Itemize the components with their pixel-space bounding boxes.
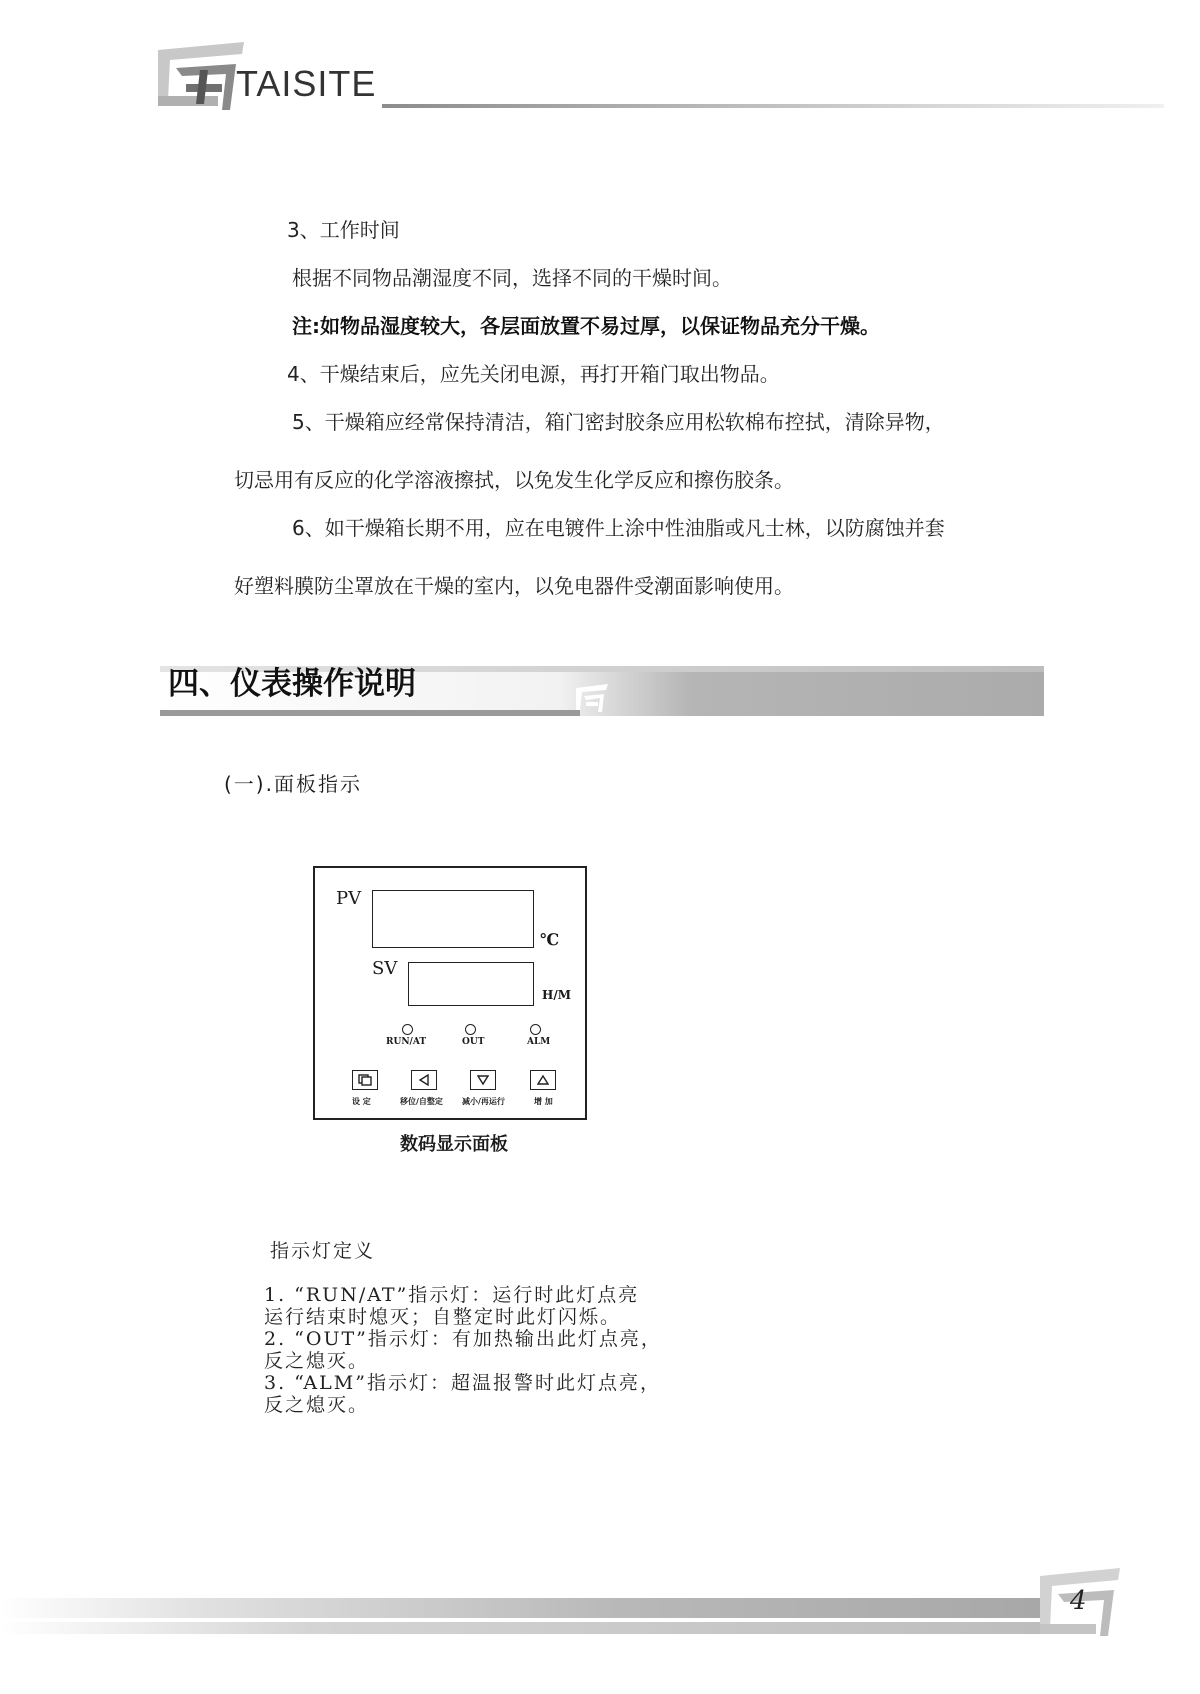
panel-caption: 数码显示面板 [400, 1134, 508, 1155]
page-number: 4 [1070, 1586, 1087, 1616]
definitions-heading: 指示灯定义 [270, 1240, 376, 1262]
down-key [470, 1070, 496, 1090]
pv-label: PV [336, 888, 362, 909]
section-underline [160, 710, 580, 716]
shift-key [411, 1070, 437, 1090]
out-led [465, 1024, 476, 1035]
footer-bar-lower [0, 1622, 1040, 1634]
item-5-text: 5、干燥箱应经常保持清洁，箱门密封胶条应用松软棉布控拭，清除异物， [292, 410, 945, 434]
set-key-icon [358, 1074, 372, 1086]
out-led-label: OUT [462, 1037, 485, 1047]
definition-line: 3. “ALM”指示灯：超温报警时此灯点亮， [264, 1372, 661, 1394]
up-key [530, 1070, 556, 1090]
definition-line: 运行结束时熄灭；自整定时此灯闪烁。 [264, 1306, 622, 1328]
section-logo-icon [574, 682, 610, 714]
item-6-continued: 好塑料膜防尘罩放在干燥的室内，以免电器件受潮面影响使用。 [234, 574, 794, 598]
item-3-heading: 3、工作时间 [287, 218, 400, 242]
triangle-up-icon [537, 1074, 549, 1086]
definition-line: 2. “OUT”指示灯：有加热输出此灯点亮， [264, 1328, 662, 1350]
sv-label: SV [372, 958, 398, 979]
definition-line: 反之熄灭。 [264, 1350, 370, 1372]
set-key [352, 1070, 378, 1090]
run-at-led-label: RUN/AT [386, 1037, 427, 1047]
item-4-text: 4、干燥结束后，应先关闭电源，再打开箱门取出物品。 [287, 362, 780, 386]
unit-time: H/M [542, 988, 572, 1002]
footer-bar [0, 1598, 1040, 1618]
sv-display [408, 962, 534, 1006]
item-3-note: 注:如物品湿度较大，各层面放置不易过厚，以保证物品充分干燥。 [292, 314, 880, 338]
run-at-led [402, 1024, 413, 1035]
shift-key-label: 移位/自整定 [400, 1097, 443, 1106]
item-6-text: 6、如干燥箱长期不用，应在电镀件上涂中性油脂或凡士林，以防腐蚀并套 [292, 516, 945, 540]
brand-name: TAISITE [236, 63, 377, 104]
alm-led-label: ALM [527, 1037, 551, 1047]
header-rule [382, 104, 1164, 108]
up-key-label: 增 加 [534, 1097, 553, 1106]
section-title: 四、仪表操作说明 [168, 666, 416, 702]
down-key-label: 减小/再运行 [462, 1097, 505, 1106]
pv-display [372, 890, 534, 948]
taisite-logo [156, 40, 246, 112]
definition-line: 反之熄灭。 [264, 1394, 370, 1416]
triangle-left-icon [418, 1074, 430, 1086]
triangle-down-icon [477, 1074, 489, 1086]
item-5-continued: 切忌用有反应的化学溶液擦拭，以免发生化学反应和擦伤胶条。 [234, 468, 794, 492]
definition-line: 1. “RUN/AT”指示灯：运行时此灯点亮 [264, 1284, 640, 1306]
unit-celsius: ℃ [540, 930, 560, 949]
item-3-text: 根据不同物品潮湿度不同，选择不同的干燥时间。 [292, 266, 732, 290]
subsection-title: (一).面板指示 [224, 772, 362, 796]
alm-led [530, 1024, 541, 1035]
set-key-label: 设 定 [352, 1097, 371, 1106]
